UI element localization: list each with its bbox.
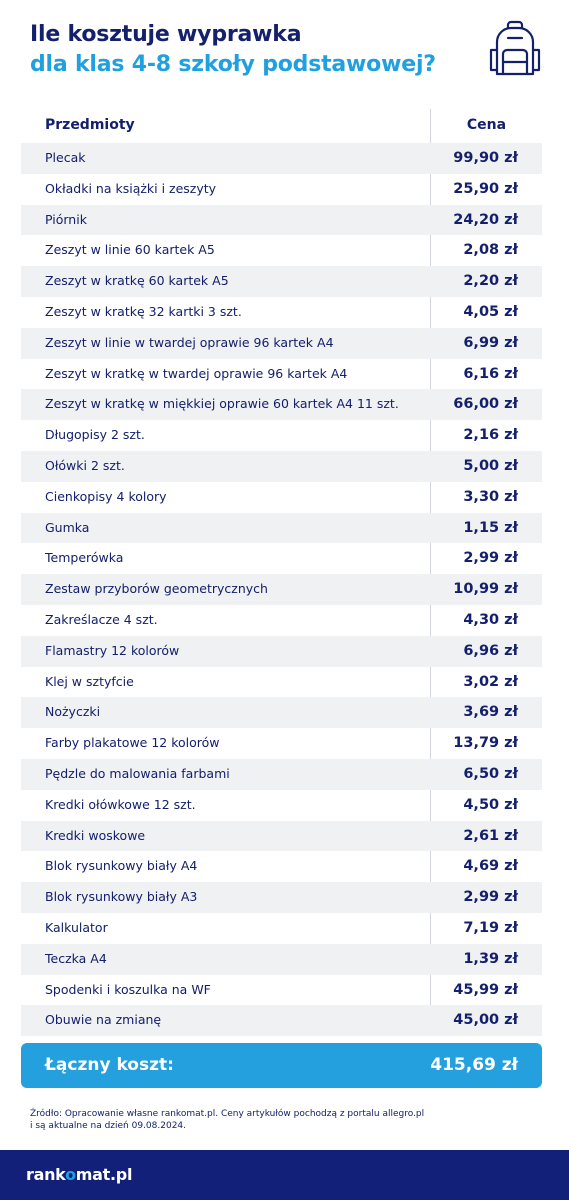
logo-text-1: rank <box>26 1165 66 1184</box>
item-name: Obuwie na zmianę <box>45 1012 162 1028</box>
item-name: Gumka <box>45 519 90 535</box>
item-price: 2,20 zł <box>463 273 518 290</box>
table-row <box>21 359 542 390</box>
item-name: Zakreślacze 4 szt. <box>45 611 158 627</box>
item-price: 3,69 zł <box>463 704 518 721</box>
item-price: 45,00 zł <box>453 1012 518 1029</box>
item-price: 6,99 zł <box>463 334 518 351</box>
item-name: Flamastry 12 kolorów <box>45 642 180 658</box>
table-row <box>21 389 542 420</box>
item-price: 6,96 zł <box>463 642 518 659</box>
table-row <box>21 266 542 297</box>
table-row <box>21 636 542 667</box>
table-row <box>21 328 542 359</box>
table-row <box>21 451 542 482</box>
column-header-price: Cena <box>466 117 507 133</box>
item-price: 1,39 zł <box>463 950 518 967</box>
item-name: Kredki woskowe <box>45 827 146 843</box>
item-name: Zestaw przyborów geometrycznych <box>45 581 268 597</box>
item-name: Klej w sztyfcie <box>45 673 134 689</box>
table-row <box>21 697 542 728</box>
item-price: 66,00 zł <box>453 396 518 413</box>
table-header <box>21 109 542 143</box>
item-name: Zeszyt w kratkę 32 kartki 3 szt. <box>45 303 242 319</box>
table-row <box>21 882 542 913</box>
table-row <box>21 790 542 821</box>
item-price: 7,19 zł <box>463 919 518 936</box>
item-name: Spodenki i koszulka na WF <box>45 981 211 997</box>
item-name: Zeszyt w linie w twardej oprawie 96 kartek A4 <box>45 334 334 350</box>
table-row <box>21 1005 542 1036</box>
table-body <box>21 143 542 1036</box>
source-note <box>30 1108 424 1132</box>
item-name: Zeszyt w kratkę w twardej oprawie 96 kartek A4 <box>45 365 348 381</box>
item-price: 4,05 zł <box>463 303 518 320</box>
item-price: 4,69 zł <box>463 858 518 875</box>
item-name: Kalkulator <box>45 919 108 935</box>
total-label: Łączny koszt: <box>45 1055 174 1075</box>
item-price: 2,99 zł <box>463 889 518 906</box>
header <box>30 20 436 80</box>
table-row <box>21 728 542 759</box>
table-row <box>21 420 542 451</box>
item-name: Blok rysunkowy biały A4 <box>45 858 198 874</box>
item-price: 2,61 zł <box>463 827 518 844</box>
title-line-1: Ile kosztuje wyprawka <box>30 22 302 47</box>
table-row <box>21 297 542 328</box>
table-row <box>21 944 542 975</box>
table-row <box>21 605 542 636</box>
table-row <box>21 759 542 790</box>
item-name: Temperówka <box>45 550 124 566</box>
item-name: Teczka A4 <box>45 950 107 966</box>
item-name: Pędzle do malowania farbami <box>45 765 230 781</box>
item-price: 6,16 zł <box>463 365 518 382</box>
item-name: Okładki na książki i zeszyty <box>45 180 217 196</box>
item-price: 2,08 zł <box>463 242 518 259</box>
item-price: 2,16 zł <box>463 427 518 444</box>
item-price: 4,30 zł <box>463 611 518 628</box>
price-table <box>21 109 542 1036</box>
item-price: 4,50 zł <box>463 796 518 813</box>
title-line-2: dla klas 4-8 szkoły podstawowej? <box>30 52 436 77</box>
item-name: Piórnik <box>45 211 87 227</box>
item-name: Blok rysunkowy biały A3 <box>45 889 198 905</box>
item-price: 6,50 zł <box>463 765 518 782</box>
item-name: Długopisy 2 szt. <box>45 427 145 443</box>
table-row <box>21 851 542 882</box>
item-price: 45,99 zł <box>453 981 518 998</box>
item-price: 13,79 zł <box>453 735 518 752</box>
item-name: Zeszyt w kratkę w miękkiej oprawie 60 kartek A4 11 szt. <box>45 396 399 412</box>
item-price: 1,15 zł <box>463 519 518 536</box>
source-line-1: Źródło: Opracowanie własne rankomat.pl. Ceny artykułów pochodzą z portalu allegro.pl <box>30 1109 425 1119</box>
item-price: 25,90 zł <box>453 180 518 197</box>
table-row <box>21 235 542 266</box>
item-price: 99,90 zł <box>453 150 518 166</box>
item-price: 3,30 zł <box>463 488 518 505</box>
table-row <box>21 205 542 236</box>
item-name: Ołówki 2 szt. <box>45 457 125 473</box>
item-name: Kredki ołówkowe 12 szt. <box>45 796 196 812</box>
table-row <box>21 143 542 174</box>
source-line-2: i są aktualne na dzień 09.08.2024. <box>30 1121 187 1131</box>
item-price: 2,99 zł <box>463 550 518 567</box>
table-row <box>21 975 542 1006</box>
item-price: 10,99 zł <box>453 581 518 598</box>
logo-text-2: o <box>65 1165 76 1184</box>
table-row <box>21 913 542 944</box>
table-row <box>21 574 542 605</box>
total-value: 415,69 zł <box>430 1055 518 1075</box>
table-row <box>21 543 542 574</box>
item-name: Nożyczki <box>45 704 101 720</box>
logo-text-3: mat.pl <box>75 1165 133 1184</box>
item-price: 3,02 zł <box>463 673 518 690</box>
footer <box>0 1150 569 1200</box>
table-row <box>21 174 542 205</box>
rankomat-logo <box>26 1150 132 1200</box>
table-row <box>21 482 542 513</box>
total-bar <box>21 1043 542 1088</box>
item-price: 5,00 zł <box>463 457 518 474</box>
item-name: Zeszyt w kratkę 60 kartek A5 <box>45 273 229 289</box>
item-name: Cienkopisy 4 kolory <box>45 488 167 504</box>
item-name: Plecak <box>45 150 86 165</box>
table-row <box>21 821 542 852</box>
table-row <box>21 667 542 698</box>
item-name: Farby plakatowe 12 kolorów <box>45 735 220 751</box>
table-row <box>21 513 542 544</box>
column-header-item: Przedmioty <box>45 117 135 133</box>
item-name: Zeszyt w linie 60 kartek A5 <box>45 242 215 258</box>
item-price: 24,20 zł <box>453 211 518 228</box>
backpack-icon <box>486 20 544 76</box>
